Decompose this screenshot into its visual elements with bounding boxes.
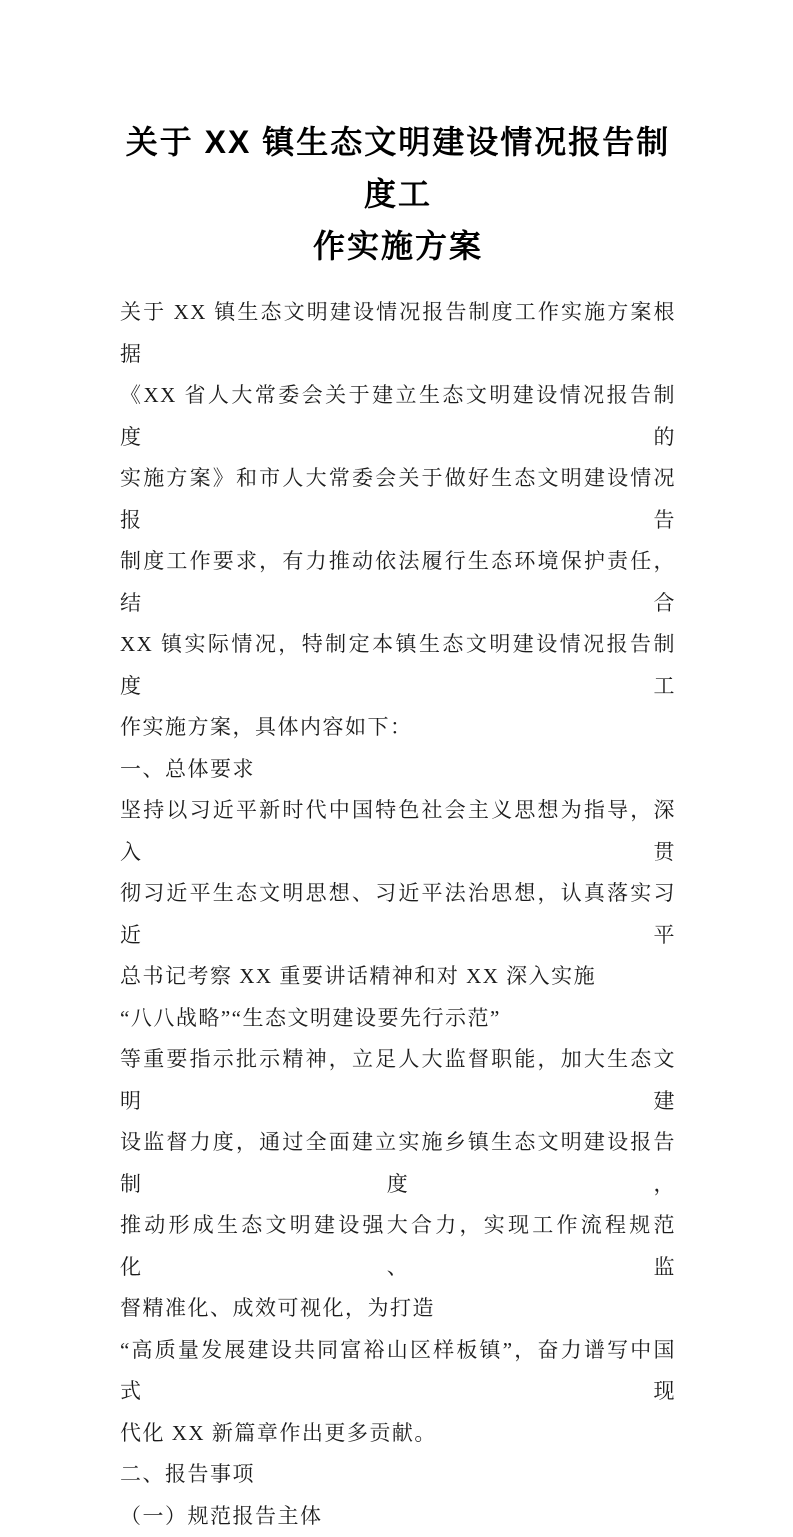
body-line: 制度工作要求，有力推动依法履行生态环境保护责任，结合: [120, 541, 676, 624]
section-heading: （一）规范报告主体: [120, 1496, 676, 1537]
body-line: 设监督力度，通过全面建立实施乡镇生态文明建设报告制度，: [120, 1122, 676, 1205]
body-line: “八八战略”“生态文明建设要先行示范”: [120, 998, 676, 1040]
body-line: 《XX 省人大常委会关于建立生态文明建设情况报告制度的: [120, 375, 676, 458]
document-body: [120, 292, 676, 1537]
document-title-line: 作实施方案: [120, 220, 676, 272]
body-line: 关于 XX 镇生态文明建设情况报告制度工作实施方案根据: [120, 292, 676, 375]
document-title: [120, 116, 676, 272]
document-title-line: 关于 XX 镇生态文明建设情况报告制度工: [120, 116, 676, 220]
body-line: 作实施方案，具体内容如下：: [120, 707, 676, 749]
body-line: 代化 XX 新篇章作出更多贡献。: [120, 1413, 676, 1455]
section-heading: 二、报告事项: [120, 1454, 676, 1496]
body-line: 坚持以习近平新时代中国特色社会主义思想为指导，深入贯: [120, 790, 676, 873]
body-line: “高质量发展建设共同富裕山区样板镇”，奋力谱写中国式现: [120, 1330, 676, 1413]
body-line: 等重要指示批示精神，立足人大监督职能，加大生态文明建: [120, 1039, 676, 1122]
body-line: 实施方案》和市人大常委会关于做好生态文明建设情况报告: [120, 458, 676, 541]
body-line: 总书记考察 XX 重要讲话精神和对 XX 深入实施: [120, 956, 676, 998]
section-heading: 一、总体要求: [120, 749, 676, 791]
body-line: 督精准化、成效可视化，为打造: [120, 1288, 676, 1330]
body-line: 彻习近平生态文明思想、习近平法治思想，认真落实习近平: [120, 873, 676, 956]
body-line: XX 镇实际情况，特制定本镇生态文明建设情况报告制度工: [120, 624, 676, 707]
content-column: [120, 116, 676, 1537]
body-line: 推动形成生态文明建设强大合力，实现工作流程规范化、监: [120, 1205, 676, 1288]
